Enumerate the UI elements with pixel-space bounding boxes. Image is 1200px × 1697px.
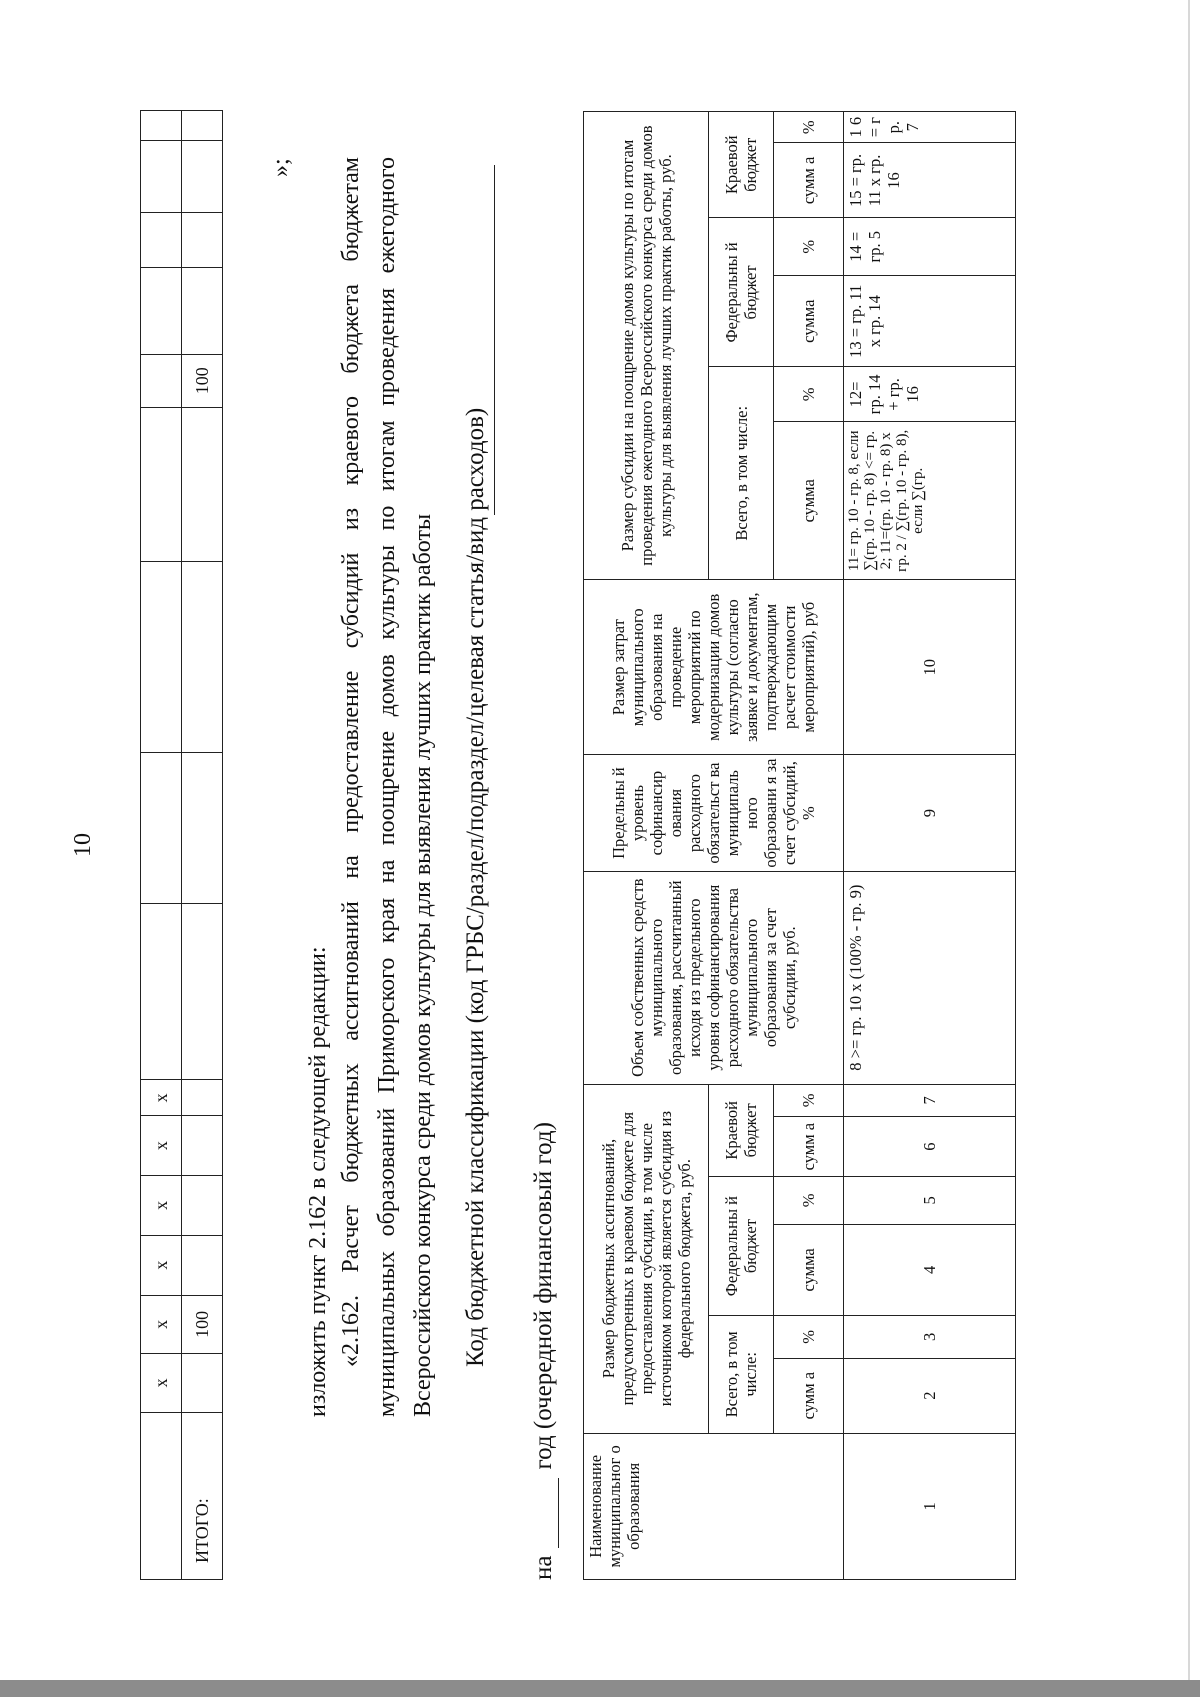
cell [182,1116,223,1176]
closing-quote: »; [268,158,294,177]
cell: 5 [844,1177,1016,1225]
cell: 100 [182,1295,223,1354]
cell [182,267,223,354]
cell [141,141,182,213]
cell: 3 [844,1316,1016,1359]
fiscal-year-suffix: год (очередной финансовый год) [530,1122,557,1470]
page-number: 10 [70,833,96,857]
cell: 1 6 = г р. 7 [844,112,1016,143]
cell [141,354,182,407]
budget-code-label: Код бюджетной классификации (код ГРБС/раздел/подраздел/целевая статья/вид расходов) [462,407,489,1367]
cell: 1 [844,1433,1016,1579]
totals-header-row [141,111,182,1580]
pct-header: % [774,1177,844,1225]
col-10-header: Размер затрат муниципального образования на проведение мероприятий по модернизации домов культуры (согласно заявке и документам, подтверждающим расчет стоимости мероприятий), руб [584,580,844,755]
cell [141,752,182,903]
intro-text: изложить пункт 2.162 в следующей редакции: [305,946,331,1417]
cell: 11= гр. 10 - гр. 8, если ∑(гр. 10 - гр. 8) <= гр. 2; 11=(гр. 10 - гр. 8) x гр. 2 / ∑(гр. 10 - гр. 8), если ∑(гр. [844,422,1016,580]
cell: 10 [844,580,1016,755]
sum-header: сумм а [774,1358,844,1433]
cell [141,267,182,354]
paragraph-line: Всероссийского конкурса среди домов культуры для выявления лучших практик работы [410,513,436,1417]
fed-budget-header: Федеральны й бюджет [709,1177,774,1316]
sum-header: сумм а [774,1117,844,1177]
cell [182,752,223,903]
fill-in-line [494,165,495,515]
cell: х [141,1080,182,1116]
cell [182,1235,223,1295]
cell [182,561,223,752]
fiscal-year-prefix: на [530,1555,557,1580]
total-header: Всего, в том числе: [709,367,774,580]
cell [182,1176,223,1236]
cell [182,1354,223,1413]
cell: х [141,1176,182,1236]
cell: х [141,1235,182,1295]
cell: 12= гр. 14 + гр. 16 [844,367,1016,422]
header-row [584,112,709,1580]
cell [182,111,223,141]
cell: х [141,1116,182,1176]
cell [182,1080,223,1116]
cell [182,407,223,561]
cell: 4 [844,1224,1016,1315]
totals-table [140,110,223,1580]
sum-header: сумма [774,422,844,580]
group-a-header: Размер бюджетных ассигнований, предусмотренных в краевом бюджете для предоставления субсидии, в том числе источником которой является субсидия из федерального бюджета, руб. [584,1084,709,1433]
cell: 2 [844,1358,1016,1433]
cell [141,561,182,752]
pct-header: % [774,1316,844,1359]
cell [182,141,223,213]
cell [141,903,182,1080]
cell [141,111,182,141]
krai-budget-header: Краевой бюджет [709,1084,774,1177]
cell [182,212,223,267]
cell: 100 [182,354,223,407]
paragraph-line: муниципальных образований Приморского края на поощрение домов культуры по итогам проведения ежегодного [374,157,400,1417]
krai-budget-header: Краевой бюджет [709,112,774,218]
cell [141,407,182,561]
pct-header: % [774,218,844,276]
fiscal-year-line [530,1122,559,1580]
cell [182,903,223,1080]
group-b-header: Размер субсидии на поощрение домов культуры по итогам проведения ежегодного Всероссийского конкурса среди домов культуры для выявления лучших практик работы, руб. [584,112,709,580]
sum-header: сумма [774,276,844,367]
cell: 9 [844,755,1016,871]
cell: 6 [844,1117,1016,1177]
pct-header: % [774,1084,844,1117]
cell: 15 = гр. 11 x гр. 16 [844,143,1016,218]
sum-header: сумма [774,1224,844,1315]
total-header: Всего, в том числе: [709,1316,774,1434]
cell [141,1412,182,1579]
subsidy-calculation-table [583,111,1016,1580]
pct-header: % [774,367,844,422]
cell: х [141,1295,182,1354]
sum-header: сумм а [774,143,844,218]
cell [141,212,182,267]
cell: 7 [844,1084,1016,1117]
fill-in-blank [530,1478,559,1548]
totals-label: ИТОГО: [182,1412,223,1579]
formula-row [844,112,1016,1580]
fed-budget-header: Федеральны й бюджет [709,218,774,367]
pct-header: % [774,112,844,143]
cell: 8 >= гр. 10 x (100% - гр. 9) [844,871,1016,1084]
totals-row [182,111,223,1580]
cell: 13 = гр. 11 x гр. 14 [844,276,1016,367]
col-9-header: Предельны й уровень софинансир ования расходного обязательст ва муниципаль ного образовани я за счет субсидий, % [584,755,844,871]
col-8-header: Объем собственных средств муниципального образования, рассчитанный исходя из предельного уровня софинансирования расходного обязательства муниципального образования за счет субсидии, руб. [584,871,844,1084]
cell: 14 = гр. 5 [844,218,1016,276]
col-municipality-header: Наименование муниципальног о образования [584,1433,844,1579]
cell: х [141,1354,182,1413]
paragraph-line: «2.162. Расчет бюджетных ассигнований на предоставление субсидий из краевого бюджета бюджетам [338,157,364,1367]
